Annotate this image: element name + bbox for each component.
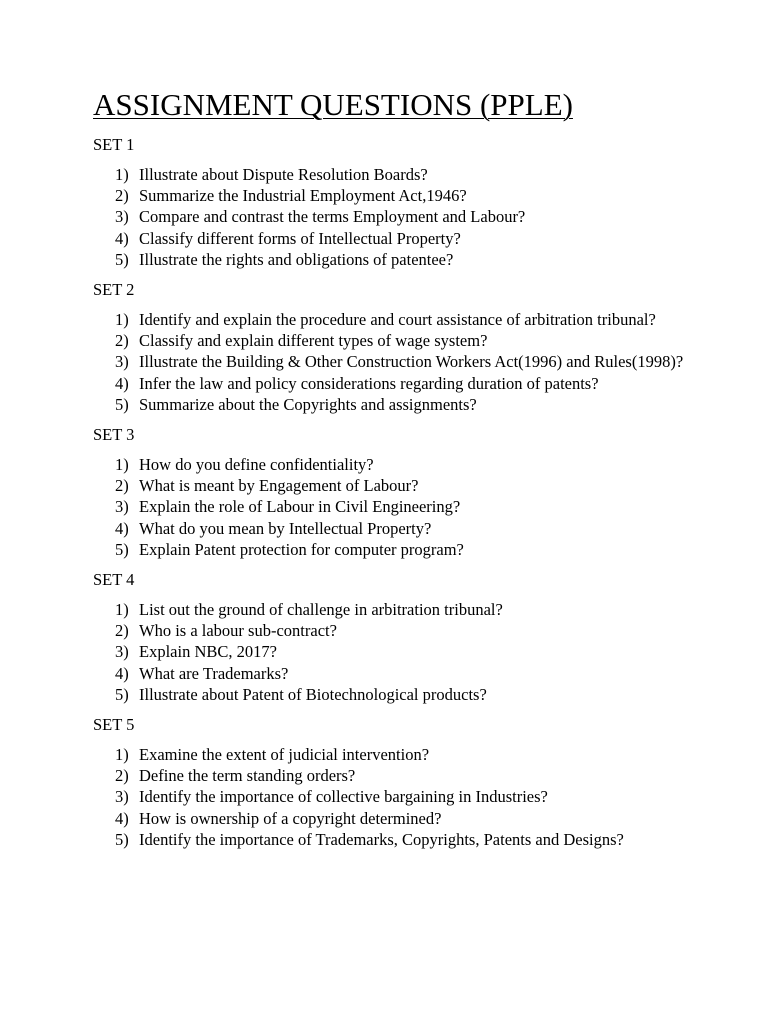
question-item bbox=[93, 539, 693, 560]
question-item bbox=[93, 351, 693, 372]
question-number: 5) bbox=[115, 249, 129, 269]
question-text: Identify the importance of collective bargaining in Industries? bbox=[139, 787, 548, 807]
question-text: Compare and contrast the terms Employment and Labour? bbox=[139, 207, 526, 227]
question-text: Illustrate about Dispute Resolution Boards? bbox=[139, 165, 428, 184]
question-number: 1) bbox=[115, 600, 129, 620]
question-item bbox=[93, 496, 693, 517]
question-item bbox=[93, 394, 693, 415]
question-item bbox=[93, 765, 693, 786]
question-text: Infer the law and policy considerations regarding duration of patents? bbox=[139, 373, 599, 393]
question-number: 2) bbox=[115, 186, 129, 206]
question-list bbox=[93, 164, 693, 270]
question-text: Explain NBC, 2017? bbox=[139, 642, 277, 662]
question-list bbox=[93, 454, 693, 560]
question-sets bbox=[93, 134, 693, 850]
question-number: 1) bbox=[115, 165, 129, 184]
question-number: 2) bbox=[115, 331, 129, 351]
question-number: 4) bbox=[115, 373, 129, 393]
question-item bbox=[93, 684, 693, 705]
question-number: 4) bbox=[115, 663, 129, 683]
question-text: Define the term standing orders? bbox=[139, 766, 356, 786]
question-item bbox=[93, 330, 693, 351]
set-heading: SET 5 bbox=[93, 715, 135, 735]
question-text: How is ownership of a copyright determined? bbox=[139, 808, 442, 828]
question-text: List out the ground of challenge in arbitration tribunal? bbox=[139, 600, 503, 620]
question-item bbox=[93, 373, 693, 394]
question-number: 2) bbox=[115, 621, 129, 641]
question-text: What are Trademarks? bbox=[139, 663, 289, 683]
question-text: Explain Patent protection for computer program? bbox=[139, 539, 464, 559]
question-text: How do you define confidentiality? bbox=[139, 455, 374, 475]
question-number: 4) bbox=[115, 228, 129, 248]
question-item bbox=[93, 663, 693, 684]
question-number: 3) bbox=[115, 497, 129, 517]
set-heading: SET 4 bbox=[93, 570, 135, 590]
question-number: 3) bbox=[115, 207, 129, 227]
question-item bbox=[93, 641, 693, 662]
question-item bbox=[93, 249, 693, 270]
document-title: ASSIGNMENT QUESTIONS (PPLE) bbox=[93, 87, 573, 122]
question-set-1 bbox=[93, 134, 693, 270]
question-number: 2) bbox=[115, 476, 129, 496]
question-number: 1) bbox=[115, 310, 129, 330]
document-page bbox=[93, 86, 693, 859]
question-number: 3) bbox=[115, 787, 129, 807]
question-text: Explain the role of Labour in Civil Engineering? bbox=[139, 497, 461, 517]
question-number: 5) bbox=[115, 829, 129, 849]
question-item bbox=[93, 808, 693, 829]
question-text: What is meant by Engagement of Labour? bbox=[139, 476, 419, 496]
question-item bbox=[93, 228, 693, 249]
question-text: Summarize the Industrial Employment Act,1946? bbox=[139, 186, 467, 206]
question-text: Identify and explain the procedure and court assistance of arbitration tribunal? bbox=[139, 310, 656, 330]
question-text: Illustrate about Patent of Biotechnological products? bbox=[139, 684, 487, 704]
question-number: 3) bbox=[115, 352, 129, 372]
question-number: 5) bbox=[115, 539, 129, 559]
question-text: Illustrate the rights and obligations of patentee? bbox=[139, 249, 454, 269]
question-text: Classify different forms of Intellectual Property? bbox=[139, 228, 461, 248]
question-item bbox=[93, 454, 693, 475]
question-text: Illustrate the Building & Other Construction Workers Act(1996) and Rules(1998)? bbox=[139, 352, 684, 372]
question-number: 5) bbox=[115, 684, 129, 704]
question-number: 4) bbox=[115, 518, 129, 538]
question-text: Summarize about the Copyrights and assignments? bbox=[139, 394, 477, 414]
question-item bbox=[93, 185, 693, 206]
question-text: Examine the extent of judicial intervention? bbox=[139, 745, 430, 765]
question-item bbox=[93, 518, 693, 539]
set-heading: SET 2 bbox=[93, 280, 135, 300]
question-number: 5) bbox=[115, 394, 129, 414]
question-number: 3) bbox=[115, 642, 129, 662]
question-item bbox=[93, 309, 693, 330]
question-list bbox=[93, 309, 693, 415]
question-item bbox=[93, 599, 693, 620]
question-text: Who is a labour sub-contract? bbox=[139, 621, 337, 641]
question-item bbox=[93, 829, 693, 850]
question-text: Identify the importance of Trademarks, Copyrights, Patents and Designs? bbox=[139, 829, 624, 849]
question-number: 4) bbox=[115, 808, 129, 828]
question-text: Classify and explain different types of wage system? bbox=[139, 331, 488, 351]
question-set-2 bbox=[93, 279, 693, 415]
question-item bbox=[93, 475, 693, 496]
question-number: 1) bbox=[115, 455, 129, 475]
question-number: 1) bbox=[115, 745, 129, 765]
set-heading: SET 1 bbox=[93, 135, 135, 154]
question-item bbox=[93, 786, 693, 807]
question-number: 2) bbox=[115, 766, 129, 786]
question-item bbox=[93, 744, 693, 765]
question-set-4 bbox=[93, 569, 693, 705]
question-list bbox=[93, 744, 693, 850]
question-item bbox=[93, 620, 693, 641]
set-heading: SET 3 bbox=[93, 425, 135, 445]
question-item bbox=[93, 206, 693, 227]
question-list bbox=[93, 599, 693, 705]
question-text: What do you mean by Intellectual Property? bbox=[139, 518, 432, 538]
question-set-3 bbox=[93, 424, 693, 560]
question-set-5 bbox=[93, 714, 693, 850]
question-item bbox=[93, 164, 693, 185]
